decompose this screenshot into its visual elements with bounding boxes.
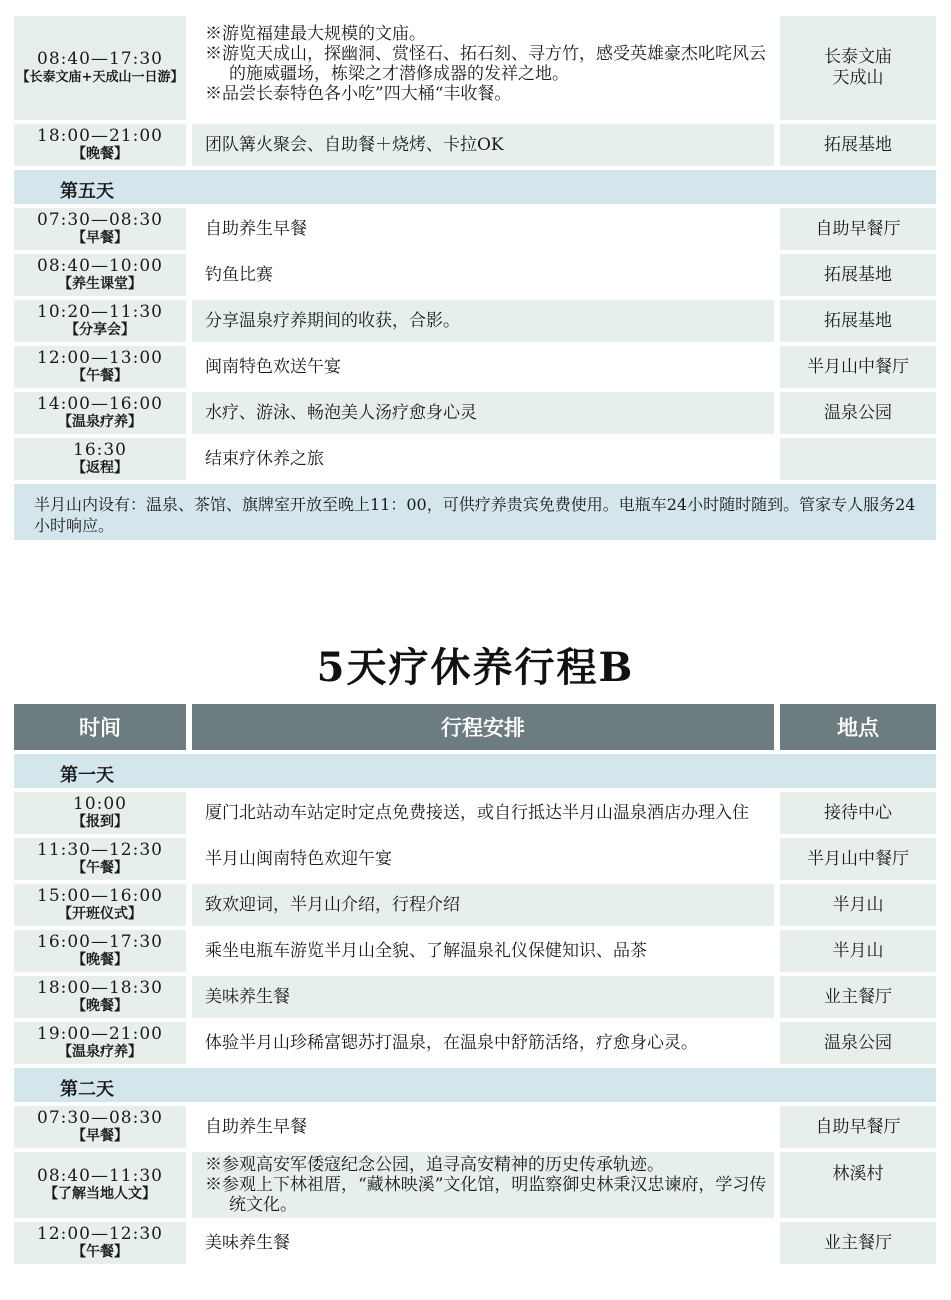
time-label: 【晚餐】 bbox=[72, 146, 128, 162]
location-cell bbox=[780, 392, 936, 434]
activity-item: ※游览天成山，探幽洞、赏怪石、拓石刻、寻方竹，感受英雄豪杰叱咤风云的施威疆场，栋梁之才潜修成器的发祥之地。 bbox=[205, 44, 766, 84]
time-label: 【了解当地人文】 bbox=[44, 1186, 156, 1202]
table-row bbox=[14, 792, 936, 834]
table-row bbox=[14, 16, 936, 120]
location-text: 拓展基地 bbox=[824, 134, 892, 155]
day-title: 第五天 bbox=[60, 181, 114, 202]
location-text: 长泰文庙 天成山 bbox=[824, 47, 892, 88]
activity-cell bbox=[192, 254, 774, 296]
location-text: 业主餐厅 bbox=[824, 986, 892, 1007]
activity-cell bbox=[192, 792, 774, 834]
activity-cell bbox=[192, 976, 774, 1018]
table-row bbox=[14, 254, 936, 296]
time-range: 07:30—08:30 bbox=[37, 1108, 163, 1128]
activity-text: 美味养生餐 bbox=[205, 987, 290, 1007]
activity-text: 美味养生餐 bbox=[205, 1233, 290, 1253]
time-range: 08:40—10:00 bbox=[37, 256, 163, 276]
schedule-b-table bbox=[14, 704, 936, 1264]
location-cell bbox=[780, 838, 936, 880]
activity-text: 乘坐电瓶车游览半月山全貌、了解温泉礼仪保健知识、品茶 bbox=[205, 941, 647, 961]
time-cell bbox=[14, 930, 186, 972]
location-text: 自助早餐厅 bbox=[815, 1116, 901, 1137]
activity-cell bbox=[192, 930, 774, 972]
time-label: 【晚餐】 bbox=[72, 998, 128, 1014]
activity-text: 半月山闽南特色欢迎午宴 bbox=[205, 849, 392, 869]
day-title: 第一天 bbox=[60, 765, 114, 786]
header-location: 地点 bbox=[780, 704, 936, 750]
table-row bbox=[14, 438, 936, 480]
table-row bbox=[14, 300, 936, 342]
table-row bbox=[14, 392, 936, 434]
table-row bbox=[14, 930, 936, 972]
table-row bbox=[14, 1106, 936, 1148]
time-cell bbox=[14, 392, 186, 434]
activity-text: 闽南特色欢送午宴 bbox=[205, 357, 341, 377]
location-cell bbox=[780, 884, 936, 926]
time-range: 16:30 bbox=[73, 440, 127, 460]
location-cell bbox=[780, 1222, 936, 1264]
activity-cell bbox=[192, 346, 774, 388]
activity-cell bbox=[192, 884, 774, 926]
location-text: 接待中心 bbox=[824, 802, 892, 823]
activity-cell bbox=[192, 438, 774, 480]
time-label: 【温泉疗养】 bbox=[58, 414, 142, 430]
time-label: 【午餐】 bbox=[72, 1244, 128, 1260]
activity-cell bbox=[192, 392, 774, 434]
time-range: 19:00—21:00 bbox=[37, 1024, 163, 1044]
location-text: 拓展基地 bbox=[824, 264, 892, 285]
day-header-row bbox=[14, 754, 936, 788]
table-row bbox=[14, 884, 936, 926]
location-cell bbox=[780, 300, 936, 342]
activity-cell bbox=[192, 1106, 774, 1148]
table-row bbox=[14, 976, 936, 1018]
activity-item: ※参观上下林祖厝，“藏林映溪”文化馆，明监察御史林秉汉忠谏府，学习传统文化。 bbox=[205, 1175, 767, 1215]
location-cell bbox=[780, 346, 936, 388]
time-label: 【报到】 bbox=[72, 814, 128, 830]
time-range: 11:30—12:30 bbox=[37, 840, 163, 860]
location-cell bbox=[780, 930, 936, 972]
table-row bbox=[14, 124, 936, 166]
activity-cell bbox=[192, 208, 774, 250]
location-cell bbox=[780, 1106, 936, 1148]
activity-text: 自助养生早餐 bbox=[205, 1117, 307, 1137]
location-text: 半月山 bbox=[832, 940, 884, 961]
header-time: 时间 bbox=[14, 704, 186, 750]
activity-text: 分享温泉疗养期间的收获，合影。 bbox=[205, 311, 460, 331]
time-cell bbox=[14, 346, 186, 388]
location-cell bbox=[780, 438, 936, 480]
time-label: 【早餐】 bbox=[72, 230, 128, 246]
table-row bbox=[14, 208, 936, 250]
activity-item: ※游览福建最大规模的文庙。 bbox=[205, 24, 426, 44]
time-range: 12:00—13:00 bbox=[37, 348, 163, 368]
time-range: 18:00—21:00 bbox=[37, 126, 163, 146]
time-cell bbox=[14, 1106, 186, 1148]
time-cell bbox=[14, 300, 186, 342]
location-cell bbox=[780, 792, 936, 834]
time-cell bbox=[14, 254, 186, 296]
day-header-row bbox=[14, 170, 936, 204]
time-label: 【早餐】 bbox=[72, 1128, 128, 1144]
time-label: 【晚餐】 bbox=[72, 952, 128, 968]
note-text: 半月山内设有：温泉、茶馆、旗牌室开放至晚上11：00，可供疗养贵宾免费使用。电瓶车24小时随时随到。管家专人服务24小时响应。 bbox=[34, 495, 916, 535]
location-cell bbox=[780, 254, 936, 296]
location-text: 半月山中餐厅 bbox=[807, 848, 909, 869]
time-cell bbox=[14, 838, 186, 880]
location-text: 温泉公园 bbox=[824, 1032, 892, 1053]
page-title: 5天疗休养行程B bbox=[316, 644, 635, 691]
location-text: 温泉公园 bbox=[824, 402, 892, 423]
day-title: 第二天 bbox=[60, 1079, 114, 1100]
location-text: 半月山 bbox=[832, 894, 884, 915]
time-label: 【午餐】 bbox=[72, 860, 128, 876]
location-text: 自助早餐厅 bbox=[815, 218, 901, 239]
activity-cell bbox=[192, 124, 774, 166]
time-range: 10:00 bbox=[73, 794, 127, 814]
location-text: 拓展基地 bbox=[824, 310, 892, 331]
time-cell bbox=[14, 1022, 186, 1064]
time-cell bbox=[14, 976, 186, 1018]
time-cell bbox=[14, 438, 186, 480]
location-cell bbox=[780, 976, 936, 1018]
time-cell bbox=[14, 208, 186, 250]
time-label: 【长泰文庙+天成山一日游】 bbox=[16, 70, 184, 85]
activity-text: 厦门北站动车站定时定点免费接送，或自行抵达半月山温泉酒店办理入住 bbox=[205, 803, 749, 823]
time-range: 16:00—17:30 bbox=[37, 932, 163, 952]
time-cell bbox=[14, 1222, 186, 1264]
activity-cell bbox=[192, 300, 774, 342]
activity-cell bbox=[192, 1222, 774, 1264]
schedule-a-table bbox=[14, 16, 936, 540]
time-range: 07:30—08:30 bbox=[37, 210, 163, 230]
day-header-row bbox=[14, 1068, 936, 1102]
time-label: 【分享会】 bbox=[65, 322, 135, 338]
time-cell bbox=[14, 16, 186, 120]
location-cell bbox=[780, 16, 936, 120]
time-range: 10:20—11:30 bbox=[37, 302, 163, 322]
time-range: 08:40—11:30 bbox=[37, 1166, 163, 1186]
location-cell bbox=[780, 208, 936, 250]
time-range: 14:00—16:00 bbox=[37, 394, 163, 414]
activity-text: 水疗、游泳、畅泡美人汤疗愈身心灵 bbox=[205, 403, 477, 423]
time-label: 【返程】 bbox=[72, 460, 128, 476]
time-range: 08:40—17:30 bbox=[37, 49, 163, 69]
time-label: 【养生课堂】 bbox=[58, 276, 142, 292]
time-cell bbox=[14, 124, 186, 166]
time-label: 【温泉疗养】 bbox=[58, 1044, 142, 1060]
activity-text: 团队篝火聚会、自助餐＋烧烤、卡拉OK bbox=[205, 135, 504, 155]
location-text: 半月山中餐厅 bbox=[807, 356, 909, 377]
activity-text: 自助养生早餐 bbox=[205, 219, 307, 239]
time-range: 18:00—18:30 bbox=[37, 978, 163, 998]
activity-cell bbox=[192, 838, 774, 880]
time-range: 15:00—16:00 bbox=[37, 886, 163, 906]
activity-item: ※参观高安军倭寇纪念公园，追寻高安精神的历史传承轨迹。 bbox=[205, 1155, 664, 1175]
activity-cell bbox=[192, 16, 774, 120]
table-row bbox=[14, 1152, 936, 1218]
header-activity: 行程安排 bbox=[192, 704, 774, 750]
activity-item: ※品尝长泰特色各小吃”四大桶“丰收餐。 bbox=[205, 84, 512, 104]
time-cell bbox=[14, 884, 186, 926]
activity-text: 钓鱼比赛 bbox=[205, 265, 273, 285]
activity-text: 致欢迎词，半月山介绍，行程介绍 bbox=[205, 895, 460, 915]
time-label: 【午餐】 bbox=[72, 368, 128, 384]
activity-cell bbox=[192, 1022, 774, 1064]
location-cell bbox=[780, 1152, 936, 1218]
location-text: 林溪村 bbox=[832, 1164, 884, 1184]
note-row bbox=[14, 484, 936, 540]
activity-cell bbox=[192, 1152, 774, 1218]
time-range: 12:00—12:30 bbox=[37, 1224, 163, 1244]
table-row bbox=[14, 1222, 936, 1264]
activity-text: 结束疗休养之旅 bbox=[205, 449, 324, 469]
table-header-row bbox=[14, 704, 936, 750]
location-text: 业主餐厅 bbox=[824, 1232, 892, 1253]
table-row bbox=[14, 838, 936, 880]
location-cell bbox=[780, 124, 936, 166]
activity-text: 体验半月山珍稀富锶苏打温泉，在温泉中舒筋活络，疗愈身心灵。 bbox=[205, 1033, 698, 1053]
table-row bbox=[14, 1022, 936, 1064]
time-label: 【开班仪式】 bbox=[58, 906, 142, 922]
table-row bbox=[14, 346, 936, 388]
time-cell bbox=[14, 1152, 186, 1218]
location-cell bbox=[780, 1022, 936, 1064]
time-cell bbox=[14, 792, 186, 834]
